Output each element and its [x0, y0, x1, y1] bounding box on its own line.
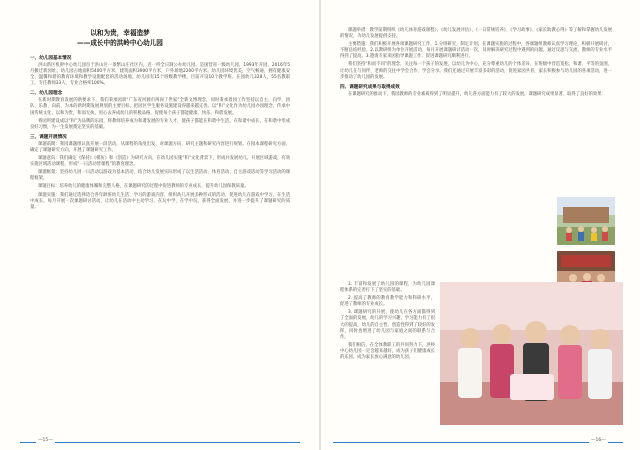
- section-heading: 四、课题研究成果与取得成效: [340, 84, 400, 90]
- paragraph: 在新时期教育发展的新要求下，我们秉承园训“广东省河源市两岗丁世家”全新文博理念，同时秉承着园工作坚持以自主、向学、团队、乐教、向前、为本的新时期发展规划的主要目标，把园区学生服务设施建设得越来越完善。以“和”文化作为幼儿园办园理念，传承中国传统文化，以和为贵，和而无执，用心去养成幼儿的积极品格，促使每个孩子都能健康、快乐、和谐发展。: [30, 98, 290, 116]
- paragraph: 课题意向：我们确定《保持》《模仿》和《创造》为研究方向，在幼儿园实施“和”文化背景下，形成并发展幼儿，开展区域游戏，有效实施区域活动课程，形成“一日活动皆课程”的教育理念。: [30, 156, 290, 168]
- article-title: 以和为贵，幸福造梦: [90, 29, 150, 37]
- paragraph: 课题前期：我园课题组认真开展一段活动，从课程的角度出发，对课题方向、研究主题和研究内容进行规划。在园本课程研究方面，确定了课题研究方向，开展了课题研究工作。: [30, 141, 290, 153]
- group-photo: [440, 282, 623, 425]
- page-number: —15—: [38, 438, 53, 443]
- section-heading: 三、课题开展情况: [30, 134, 67, 140]
- paragraph: 我们相信，在全体教职工的共同努力下，洪岭中心幼儿园一定会越来越好，成为孩子们健康成长的乐园，成为家长放心满意的幼儿园。: [340, 342, 435, 361]
- article-subtitle: ——成长中的洪岭中心幼儿园: [77, 39, 163, 47]
- paragraph: 在课题研究的推动下，我园教师的专业素质得到了明显提升，幼儿各方面能力有了较大的发展，课题研究成果显著，取得了良好的效果：: [348, 91, 606, 97]
- list-item: 1. 丰富和发展了幼儿园的课程，为幼儿园课程体系的完善打下了坚实的基础。: [340, 282, 435, 294]
- left-text-column: [30, 52, 290, 213]
- paragraph: 我们坚持“和而不同”的理念，关注每一个孩子的发展，以幼儿为中心，充分尊重幼儿的个体差异，在班级中营造宽松、和谐、平等的氛围，让幼儿在与同伴、老师的交往中学会合作、学会分享。我们还通过开展丰富多彩的活动，促进家园共育，家长积极参与幼儿园的各项活动，进一步推动了幼儿园的发展。: [340, 62, 612, 80]
- right-page: [321, 0, 640, 450]
- paragraph: 课题框架：坚持幼儿园一日活动以游戏为基本活动，结合幼儿发展实际形成了以生活活动、体育活动、自主游戏活动等学习活动的课程框架。: [30, 170, 290, 182]
- paragraph: 将园所建设成以“和”为品牌的乐园，将教师培养成为和谐发展的专业人才，使孩子都能在和谐中生活，在和谐中成长，在和谐中形成良好习惯，为一生发展奠定坚实的基础。: [30, 118, 290, 130]
- section-heading: 二、幼儿园理念: [30, 91, 63, 97]
- paragraph: 课题实施：我们通过选择适合各年龄班幼儿生活、学习的游戏内容，组织幼儿开展多种形式的活动，促进幼儿在游戏中学习，在生活中成长。每月开展一次课题研讨活动，让幼儿在活动中主动学习，在玩中学，在学中玩，获得全面发展，并进一步提升了课题研究的质量。: [30, 192, 290, 210]
- right-top-column: [340, 28, 612, 100]
- right-bottom-column: [340, 282, 435, 363]
- list-item: 2. 提高了教师的教育教学能力和科研水平，促进了教师的专业成长。: [340, 296, 435, 308]
- activity-photo: [557, 197, 615, 245]
- paragraph: 课题举措：教学前期组织《幼儿体育游戏课程》、《幼儿发展评估》、《一日常规培养》、《学习故事》、《家长助教心得》等了解和掌握幼儿发展的情况，为幼儿发展提供支持。: [340, 28, 612, 40]
- footer-rule: [333, 442, 623, 443]
- footer-rule: [20, 442, 300, 443]
- paragraph: 主要措施：我们积极开展各项课题研究工作，1.分组研究，制定计划；在课题实施的过程中，各课题组教师认真学习理论，积极开展研讨，不断总结经验。2.以教研组为单位开展活动，每月开展课题研讨活动一次，及时解决研究过程中遇到的问题，通过反思与交流，教师的专业水平得到了提高。3.邀请专家来园指导课题工作，促进课题研究顺利进行。: [340, 42, 612, 60]
- page-number: —16—: [591, 438, 606, 443]
- list-item: 3. 课题研究的开展，使幼儿在各方面都得到了全面的发展，幼儿的学习兴趣、学习能力有了很大的提高，幼儿的自主性、创造性得到了较好的发挥，同时也增进了幼儿园与家庭之间的联系与合作。: [340, 310, 435, 340]
- paragraph: 课题目标：培养幼儿的健康体魄和完整人格，在课题研究的过程中促进教师的专业成长，提升幼儿园保教质量。: [38, 184, 249, 190]
- section-heading: 一、幼儿园基本情况: [30, 56, 72, 61]
- left-page: [0, 0, 319, 450]
- paragraph: 洪山新区机幹中心幼儿园位于洪山区一条繁山庄社区内，近一所全日制公办幼儿园。是国营省一级幼儿园，1993年开园，2016年5月搬迁新园址。幼儿园占地面积5400平方米，建筑面积3900平方米，户外场地2200平方米。幼儿园环境优美，空气畅通，拥有健康安全、温馨和谐的教育环境和教学设施配套的活动场地。幼儿园有15个班级教学楼，目前开设10个教学班，在园幼儿328人，55名教职工，专任教师33人，专业合格率100%。: [30, 63, 290, 87]
